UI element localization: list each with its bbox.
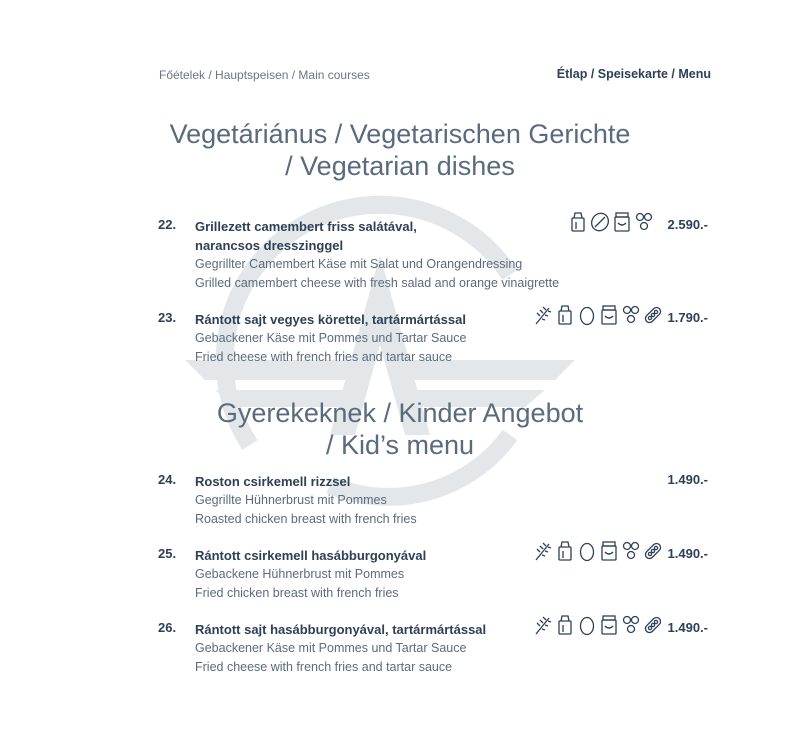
item-desc-en: Grilled camembert cheese with fresh salad and orange vinaigrette bbox=[195, 276, 560, 290]
item-name: Grillezett camembert friss salátával, bbox=[195, 219, 417, 234]
item-desc-de: Gebackener Käse mit Pommes und Tartar Sauce bbox=[195, 331, 467, 345]
item-price: 1.490.- bbox=[667, 472, 708, 487]
item-desc-de: Gegrillter Camembert Käse mit Salat und Orangendressing bbox=[195, 257, 523, 271]
lupin-icon bbox=[621, 614, 641, 636]
section-title-line: Gyerekeknek / Kinder Angebot bbox=[216, 398, 584, 428]
item-price: 2.590.- bbox=[667, 217, 708, 232]
item-desc-de: Gebackener Käse mit Pommes und Tartar Sauce bbox=[195, 641, 467, 655]
gluten-icon bbox=[533, 540, 553, 562]
item-desc-en: Roasted chicken breast with french fries bbox=[195, 512, 417, 526]
allergen-icons bbox=[533, 614, 663, 636]
item-number: 26. bbox=[158, 620, 177, 635]
item-desc-en: Fried chicken breast with french fries bbox=[195, 586, 399, 600]
egg-icon bbox=[577, 540, 597, 562]
soy-icon bbox=[643, 304, 663, 326]
lupin-icon bbox=[621, 540, 641, 562]
mustard-jar-icon bbox=[599, 304, 619, 326]
item-number: 24. bbox=[158, 472, 177, 487]
lupin-icon bbox=[621, 304, 641, 326]
allergen-icons bbox=[533, 540, 663, 562]
item-name: Rántott csirkemell hasábburgonyával bbox=[195, 548, 427, 563]
egg-icon bbox=[577, 304, 597, 326]
gluten-icon bbox=[533, 304, 553, 326]
menu-title: Étlap / Speisekarte / Menu bbox=[556, 67, 711, 81]
lupin-icon bbox=[634, 211, 654, 233]
item-price: 1.490.- bbox=[667, 620, 708, 635]
nut-icon bbox=[590, 211, 610, 233]
item-name: Roston csirkemell rizzsel bbox=[195, 474, 351, 489]
mustard-jar-icon bbox=[612, 211, 632, 233]
item-desc-en: Fried cheese with french fries and tartar sauce bbox=[195, 350, 453, 364]
milk-icon bbox=[568, 211, 588, 233]
section-title-vegetarian bbox=[0, 118, 800, 182]
category-breadcrumb: Főételek / Hauptspeisen / Main courses bbox=[159, 68, 370, 82]
section-title-line: / Vegetarian dishes bbox=[285, 151, 515, 181]
item-price: 1.490.- bbox=[667, 546, 708, 561]
section-title-kids bbox=[0, 397, 800, 461]
section-title-line: / Kid’s menu bbox=[325, 430, 475, 460]
item-desc-de: Gegrillte Hühnerbrust mit Pommes bbox=[195, 493, 387, 507]
item-name: narancsos dresszinggel bbox=[195, 238, 344, 253]
milk-icon bbox=[555, 304, 575, 326]
allergen-icons bbox=[568, 211, 654, 233]
soy-icon bbox=[643, 540, 663, 562]
milk-icon bbox=[555, 540, 575, 562]
soy-icon bbox=[643, 614, 663, 636]
item-number: 22. bbox=[158, 217, 177, 232]
item-desc-de: Gebackene Hühnerbrust mit Pommes bbox=[195, 567, 405, 581]
gluten-icon bbox=[533, 614, 553, 636]
milk-icon bbox=[555, 614, 575, 636]
item-price: 1.790.- bbox=[667, 310, 708, 325]
section-title-line: Vegetáriánus / Vegetarischen Gerichte bbox=[169, 119, 631, 149]
item-name: Rántott sajt hasábburgonyával, tartármártással bbox=[195, 622, 487, 637]
allergen-icons bbox=[533, 304, 663, 326]
item-desc-en: Fried cheese with french fries and tartar sauce bbox=[195, 660, 453, 674]
item-number: 25. bbox=[158, 546, 177, 561]
egg-icon bbox=[577, 614, 597, 636]
mustard-jar-icon bbox=[599, 614, 619, 636]
mustard-jar-icon bbox=[599, 540, 619, 562]
item-number: 23. bbox=[158, 310, 177, 325]
item-name: Rántott sajt vegyes körettel, tartármártással bbox=[195, 312, 466, 327]
